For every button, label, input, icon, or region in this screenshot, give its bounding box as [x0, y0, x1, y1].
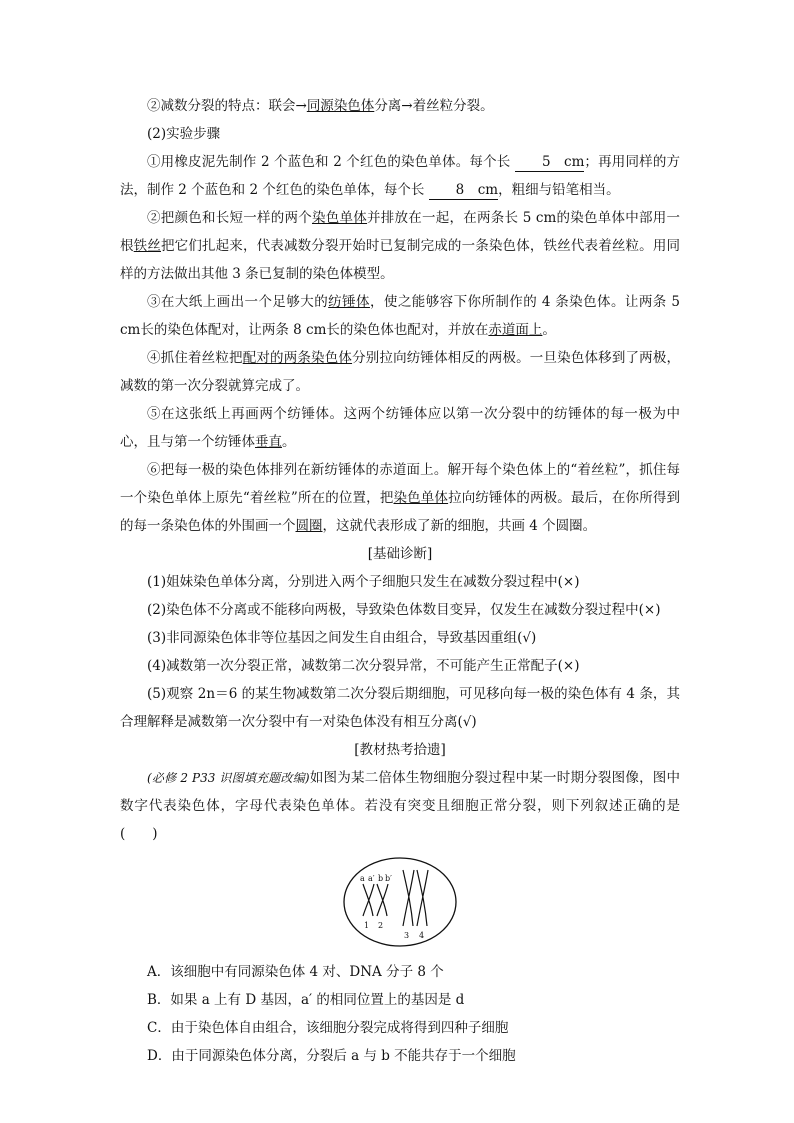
diagnosis-item-4: (4)减数第一次分裂正常，减数第二次分裂异常，不可能产生正常配子(×) — [147, 658, 580, 674]
blank-answer-5cm: 5 cm — [515, 153, 584, 172]
chromosome-4 — [417, 870, 428, 926]
meiosis-feature-line: ②减数分裂的特点：联会→同源染色体分离→着丝粒分裂。 — [147, 98, 494, 114]
cell-division-figure — [120, 854, 680, 954]
label-a-prime: a′ — [368, 874, 375, 883]
label-b-prime: b′ — [385, 874, 392, 883]
label-1: 1 — [364, 921, 370, 930]
label-2: 2 — [378, 921, 384, 930]
option-c[interactable]: C．由于染色体自由组合，该细胞分裂完成将得到四种子细胞 — [147, 1020, 509, 1036]
blank-answer-8cm: 8 cm — [429, 181, 498, 200]
section-title-textbook: [教材热考拾遗] — [354, 742, 446, 758]
question-source: (必修 2 P33 识图填充题改编) — [147, 771, 310, 785]
cell-outline — [344, 858, 456, 946]
question-stem: (必修 2 P33 识图填充题改编)如图为某二倍体生物细胞分裂过程中某一时期分裂图像，图中数字代表染色体，字母代表染色单体。若没有突变且细胞正常分裂，则下列叙述正确的是( ) — [120, 770, 680, 842]
document-page — [120, 92, 680, 1070]
label-a: a — [360, 874, 365, 883]
diagnosis-item-2: (2)染色体不分离或不能移向两极，导致染色体数目变异，仅发生在减数分裂过程中(×) — [147, 602, 661, 618]
diagnosis-item-1: (1)姐妹染色单体分离，分别进入两个子细胞只发生在减数分裂过程中(×) — [147, 574, 580, 590]
chromosome-1 — [363, 884, 374, 916]
label-4: 4 — [419, 931, 425, 940]
diagnosis-item-5: (5)观察 2n＝6 的某生物减数第二次分裂后期细胞，可见移向每一极的染色体有 4 条，其合理解释是减数第一次分裂中有一对染色体没有相互分离(√) — [120, 686, 680, 730]
chromosome-3 — [403, 870, 414, 926]
label-3: 3 — [404, 931, 410, 940]
chromosome-pair-right — [403, 870, 428, 926]
section-title-diagnosis: [基础诊断] — [367, 546, 433, 562]
option-b[interactable]: B．如果 a 上有 D 基因，a′ 的相同位置上的基因是 d — [147, 992, 465, 1008]
step-2: ②把颜色和长短一样的两个染色单体并排放在一起，在两条长 5 cm的染色单体中部用一根铁丝把它们扎起来，代表减数分裂开始时已复制完成的一条染色体，铁丝代表着丝粒。用同样的方法做出其他 3 条已复制的染色体模型。 — [120, 210, 681, 282]
option-a[interactable]: A．该细胞中有同源染色体 4 对、DNA 分子 8 个 — [147, 964, 444, 980]
diagnosis-item-3: (3)非同源染色体非等位基因之间发生自由组合，导致基因重组(√) — [147, 630, 537, 646]
chromosome-2 — [377, 884, 388, 916]
step-3: ③在大纸上画出一个足够大的纺锤体，使之能够容下你所制作的 4 条染色体。让两条 5 cm长的染色体配对，让两条 8 cm长的染色体也配对，并放在赤道面上。 — [120, 294, 681, 338]
step-6: ⑥把每一极的染色体排列在新纺锤体的赤道面上。解开每个染色体上的“着丝粒”，抓住每一个染色单体上原先“着丝粒”所在的位置，把染色单体拉向纺锤体的两极。最后，在你所得到的每一条染色体的外围画一个圆圈，这就代表形成了新的细胞，共画 4 个圆圈。 — [120, 462, 681, 534]
steps-heading: (2)实验步骤 — [147, 126, 221, 142]
chromosome-pair-left — [363, 884, 388, 916]
step-4: ④抓住着丝粒把配对的两条染色体分别拉向纺锤体相反的两极。一旦染色体移到了两极，减数的第一次分裂就算完成了。 — [120, 350, 681, 394]
step-1: ①用橡皮泥先制作 2 个蓝色和 2 个红色的染色单体。每个长 5 cm；再用同样的方法，制作 2 个蓝色和 2 个红色的染色单体，每个长 8 cm，粗细与铅笔相当。 — [120, 154, 681, 198]
label-b: b — [378, 874, 384, 883]
option-d[interactable]: D．由于同源染色体分离，分裂后 a 与 b 不能共存于一个细胞 — [147, 1048, 516, 1064]
cell-diagram — [340, 854, 460, 950]
step-5: ⑤在这张纸上再画两个纺锤体。这两个纺锤体应以第一次分裂中的纺锤体的每一极为中心，且与第一个纺锤体垂直。 — [120, 406, 680, 450]
